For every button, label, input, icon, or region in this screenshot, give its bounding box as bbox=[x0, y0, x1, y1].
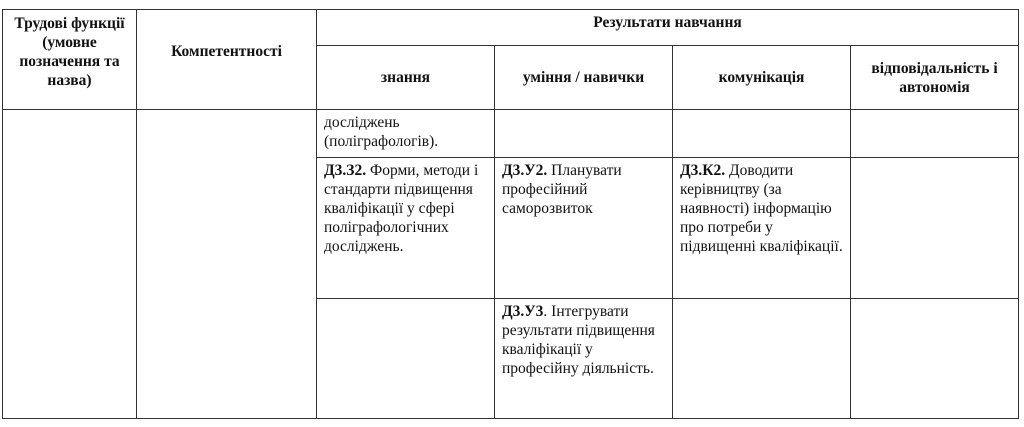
learning-results-table bbox=[2, 9, 1019, 419]
header-knowledge-label: знання bbox=[380, 69, 431, 86]
knowledge-cell bbox=[317, 110, 495, 158]
header-knowledge bbox=[317, 46, 495, 110]
competences-cell bbox=[137, 110, 317, 419]
communication-cell bbox=[673, 110, 851, 158]
functions-cell bbox=[3, 110, 137, 419]
skills-text: Планувати професійний саморозвиток bbox=[502, 162, 622, 217]
header-communication-label: комунікація bbox=[718, 69, 805, 86]
skills-cell bbox=[495, 158, 673, 299]
skills-cell bbox=[495, 299, 673, 419]
communication-text: Доводити керівництву (за наявності) інформацію про потреби у підвищенні кваліфікації. bbox=[680, 162, 843, 255]
responsibility-cell bbox=[851, 110, 1019, 158]
header-row-top bbox=[3, 10, 1019, 46]
responsibility-cell bbox=[851, 299, 1019, 419]
header-competences-label: Компетентності bbox=[171, 43, 282, 60]
header-competences bbox=[137, 10, 317, 110]
skills-code: Д3.У3 bbox=[502, 303, 544, 320]
knowledge-code: Д3.З2. bbox=[324, 162, 367, 179]
header-functions-label: Трудові функції (умовне позначення та назва) bbox=[14, 15, 125, 89]
header-skills-label: уміння / навички bbox=[522, 69, 645, 86]
communication-cell bbox=[673, 158, 851, 299]
table-row bbox=[3, 110, 1019, 158]
knowledge-cell bbox=[317, 299, 495, 419]
header-functions bbox=[3, 10, 137, 110]
skills-code: Д3.У2. bbox=[502, 162, 548, 179]
communication-code: Д3.К2. bbox=[680, 162, 726, 179]
header-skills bbox=[495, 46, 673, 110]
responsibility-cell bbox=[851, 158, 1019, 299]
skills-cell bbox=[495, 110, 673, 158]
header-communication bbox=[673, 46, 851, 110]
header-learning-results-label: Результати навчання bbox=[593, 14, 742, 31]
communication-cell bbox=[673, 299, 851, 419]
skills-text: . Інтегрувати результати підвищення кваліфікації у професійну діяльність. bbox=[502, 303, 655, 377]
header-responsibility-label: відповідальність і автономія bbox=[871, 59, 998, 96]
header-responsibility bbox=[851, 46, 1019, 110]
knowledge-text: досліджень (поліграфологів). bbox=[324, 114, 439, 150]
knowledge-text: Форми, методи і стандарти підвищення кваліфікації у сфері поліграфологічних досліджень. bbox=[324, 162, 479, 255]
header-learning-results bbox=[317, 10, 1019, 46]
knowledge-cell bbox=[317, 158, 495, 299]
